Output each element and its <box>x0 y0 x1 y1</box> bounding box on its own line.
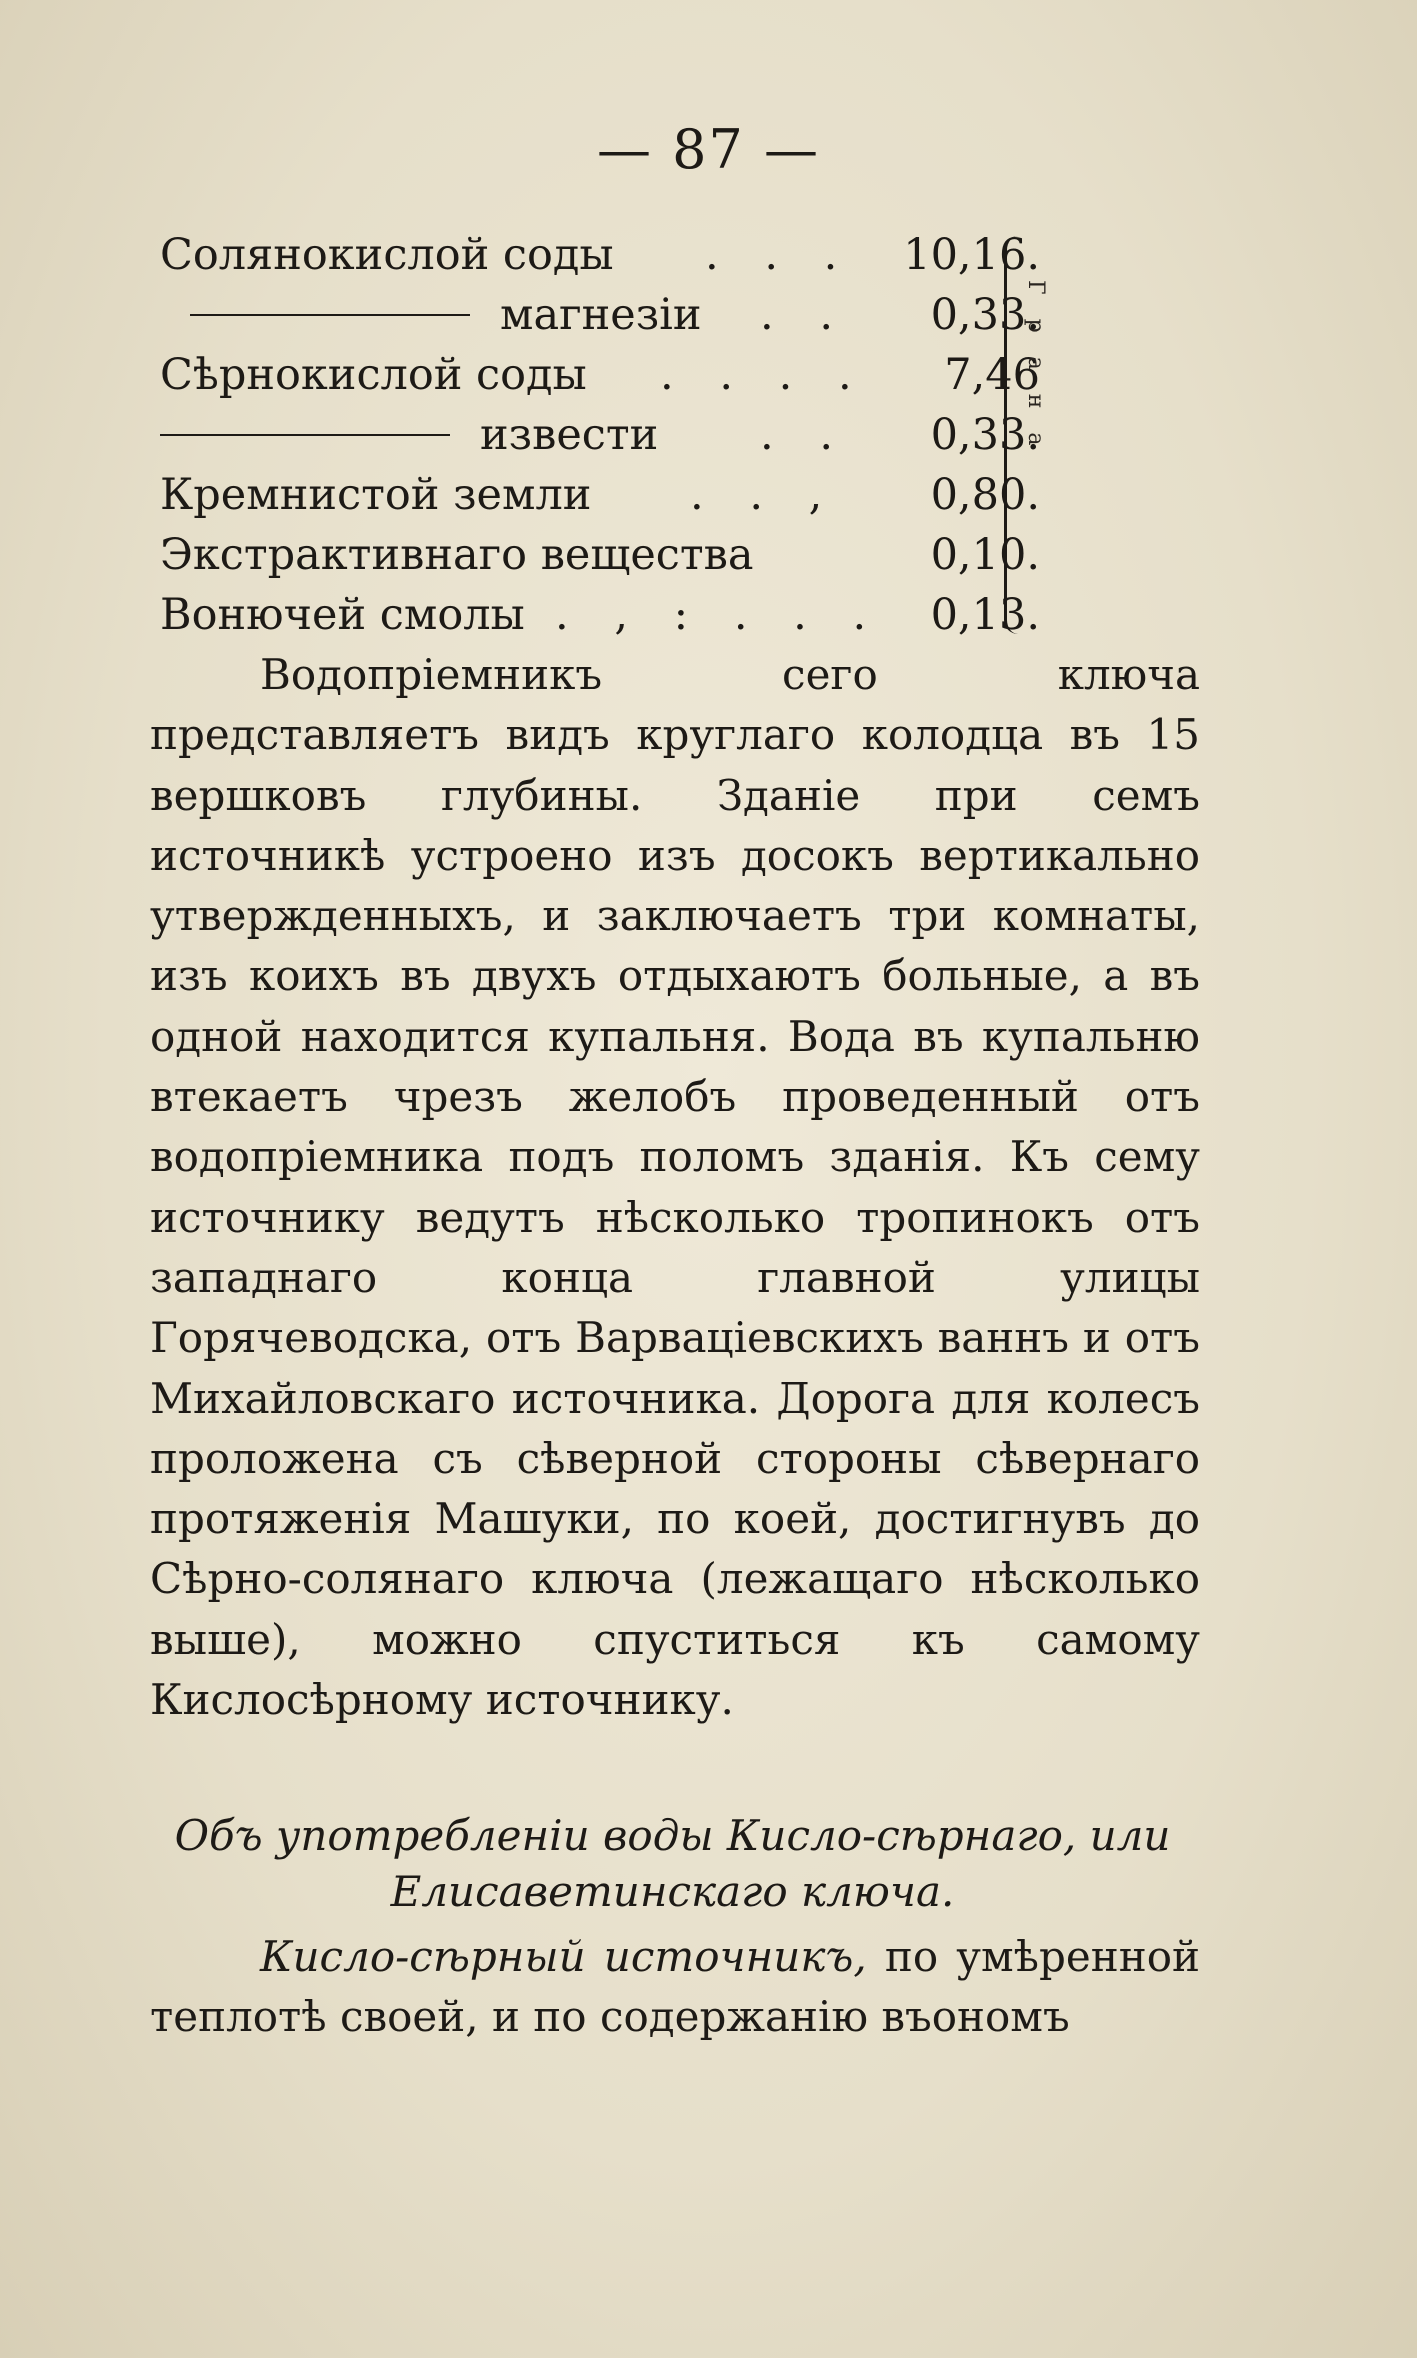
ingredient-name: Вонючей смолы <box>160 590 525 640</box>
composition-row <box>160 285 1040 345</box>
ditto-dash <box>190 314 470 316</box>
ingredient-name: Экстрактивнаго вещества <box>160 530 754 580</box>
closing-paragraph <box>150 1927 1200 2047</box>
composition-row <box>160 525 1040 585</box>
ingredient-name: магнезіи <box>500 290 702 340</box>
ingredient-value: 0,33. <box>930 410 1040 460</box>
ingredient-name: извести <box>480 410 659 460</box>
composition-row <box>160 225 1040 285</box>
source-name-italic: Кисло-сѣрный источникъ, <box>260 1932 867 1981</box>
page-number: — 87 — <box>596 118 821 181</box>
ingredient-value: 0,33. <box>930 290 1040 340</box>
body-paragraph <box>150 645 1200 1730</box>
heading-line: Объ употребленіи воды Кисло-сѣрнаго, или <box>174 1811 1171 1860</box>
paragraph-text: по умѣренной теплотѣ своей, и по содержанію въономъ <box>150 1932 1200 2041</box>
ingredient-value: 0,10. <box>930 530 1040 580</box>
ingredient-name: Сѣрнокислой соды <box>160 350 587 400</box>
paragraph-text: Водопріемникъ сего ключа представляетъ видъ круглаго колодца въ 15 вершковъ глубины. Зданіе при семъ источникѣ устроено изъ досокъ вертикально утвержденныхъ, и заключаетъ три комнаты, изъ коихъ въ двухъ отдыхаютъ больные, а въ одной находится купальня. Вода въ купальню втекаетъ чрезъ желобъ проведенный отъ водопріемника подъ поломъ зданія. Къ сему источнику ведутъ нѣсколько тропинокъ отъ западнаго конца главной улицы Горячеводска, отъ Варваціевскихъ ваннъ и отъ Михайловскаго источника. Дорога для колесъ проложена съ сѣверной стороны сѣвернаго протяженія Машуки, по коей, достигнувъ до Сѣрно-солянаго ключа (лежащаго нѣсколько выше), можно спуститься къ самому Кислосѣрному источнику. <box>150 650 1200 1725</box>
ingredient-name: Кремнистой земли <box>160 470 592 520</box>
section-heading <box>145 1808 1200 1920</box>
brace-unit-label: Грана <box>1023 280 1048 470</box>
dot-leader: . . , <box>690 470 839 520</box>
ditto-dash <box>160 434 450 436</box>
ingredient-value: 7,46 <box>944 350 1040 400</box>
composition-row <box>160 585 1040 645</box>
composition-row <box>160 405 1040 465</box>
dot-leader: . . . <box>705 230 854 280</box>
composition-row <box>160 345 1040 405</box>
ingredient-name: Солянокислой соды <box>160 230 614 280</box>
dot-leader: . , : . . . <box>555 590 883 640</box>
composition-row <box>160 465 1040 525</box>
ingredient-value: 10,16. <box>903 230 1040 280</box>
ingredient-value: 0,80. <box>930 470 1040 520</box>
dot-leader: . . . . <box>660 350 868 400</box>
heading-line: Елисаветинскаго ключа. <box>390 1867 955 1916</box>
dot-leader: . . <box>760 410 850 460</box>
dot-leader: . . <box>760 290 850 340</box>
grouping-brace <box>1004 236 1021 634</box>
composition-table <box>160 225 1040 645</box>
ingredient-value: 0,13. <box>930 590 1040 640</box>
